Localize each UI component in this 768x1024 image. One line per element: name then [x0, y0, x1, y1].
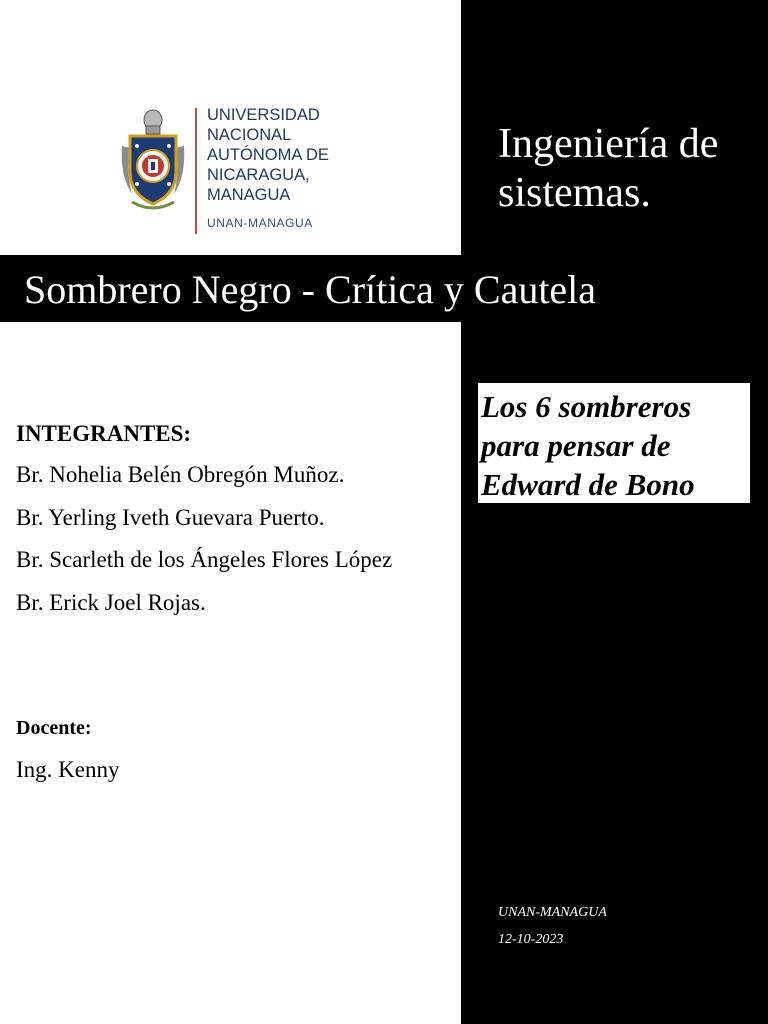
- footer-date: 12-10-2023: [498, 932, 564, 947]
- career-line: Ingeniería de: [498, 121, 719, 167]
- title-bar: [0, 255, 768, 322]
- subject-line: Edward de Bono: [481, 467, 695, 502]
- career-line: sistemas.: [498, 170, 651, 216]
- university-name: [207, 105, 329, 205]
- teacher-name: Ing. Kenny: [16, 757, 120, 782]
- university-name-line: MANAGUA: [207, 186, 291, 204]
- document-title: Sombrero Negro - Crítica y Cautela: [24, 267, 597, 312]
- member-name: Br. Nohelia Belén Obregón Muñoz.: [16, 462, 345, 487]
- footer-place: UNAN-MANAGUA: [498, 905, 607, 920]
- subject-title: [481, 387, 746, 504]
- member-name: Br. Scarleth de los Ángeles Flores López: [16, 547, 393, 572]
- subject-line: para pensar de: [481, 428, 671, 463]
- university-acronym: UNAN-MANAGUA: [207, 216, 313, 230]
- university-crest-icon: [118, 106, 188, 211]
- subject-line: Los 6 sombreros: [481, 389, 692, 424]
- career-name: [498, 120, 758, 218]
- member-name: Br. Yerling Iveth Guevara Puerto.: [16, 505, 325, 530]
- university-name-line: UNIVERSIDAD: [207, 106, 320, 124]
- university-name-line: NICARAGUA,: [207, 166, 310, 184]
- logo-divider: [195, 108, 197, 234]
- university-name-line: NACIONAL: [207, 126, 292, 144]
- members-heading: INTEGRANTES:: [16, 421, 192, 446]
- teacher-heading: Docente:: [16, 717, 92, 739]
- member-name: Br. Erick Joel Rojas.: [16, 590, 206, 615]
- university-name-line: AUTÓNOMA DE: [207, 146, 329, 164]
- subject-box: [478, 383, 750, 503]
- university-logo: [96, 92, 346, 242]
